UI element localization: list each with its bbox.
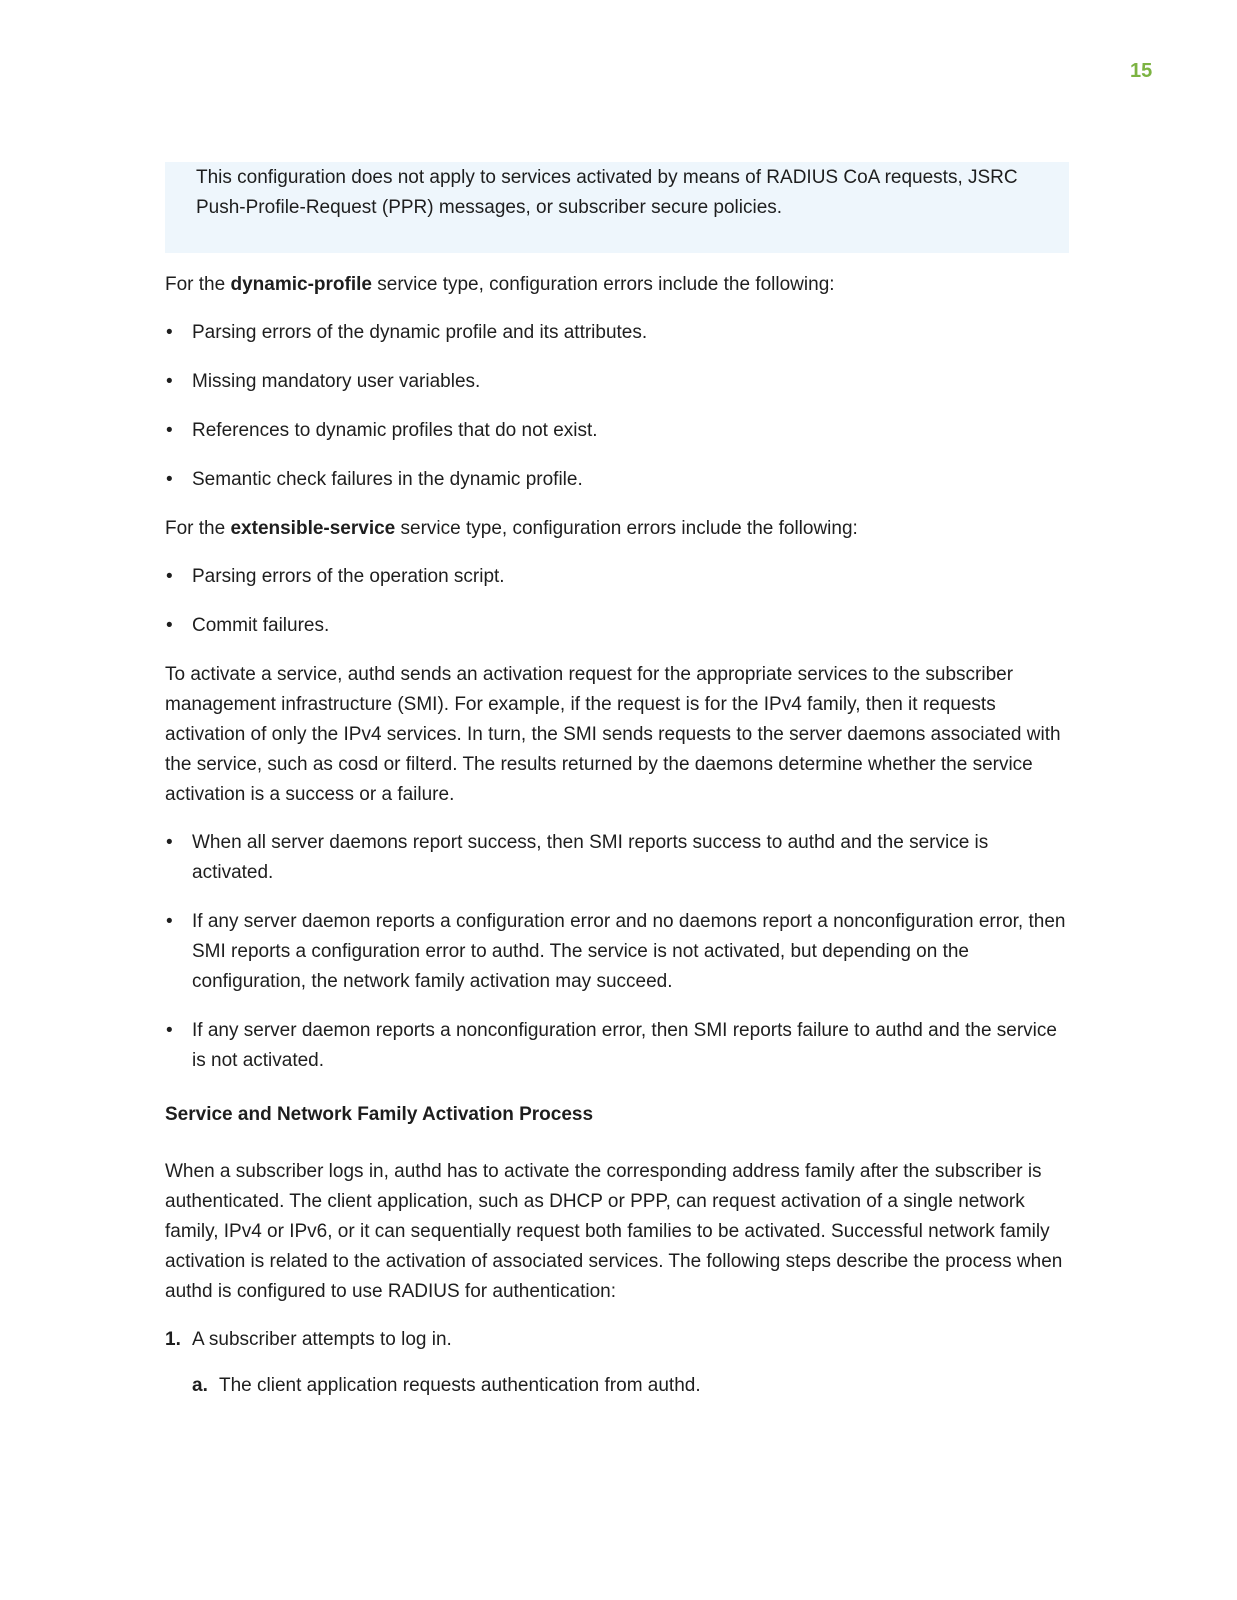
dynamic-profile-intro [165, 270, 1070, 300]
list-item-text: Parsing errors of the dynamic profile and its attributes. [192, 322, 648, 343]
main-content [165, 270, 1070, 1417]
section-paragraph: When a subscriber logs in, authd has to activate the corresponding address family after the subscriber is authenticated. The client application, such as DHCP or PPP, can request activation of a single network family, IPv4 or IPv6, or it can sequentially request both families to be activated. Successful network family activation is related to the activation of associated services. The following steps describe the process when authd is configured to use RADIUS for authentication: [165, 1161, 1063, 1302]
list-item [165, 611, 1070, 641]
activation-paragraph: To activate a service, authd sends an activation request for the appropriate services to the subscriber management infrastructure (SMI). For example, if the request is for the IPv4 family, then it requests activation of only the IPv4 services. In turn, the SMI sends requests to the server daemons associated with the service, such as cosd or filterd. The results returned by the daemons determine whether the service activation is a success or a failure. [165, 664, 1061, 805]
list-item [165, 828, 1070, 888]
list-item [165, 367, 1070, 397]
substep-text: The client application requests authentication from authd. [219, 1375, 701, 1396]
bullet-icon: • [166, 615, 173, 636]
extensible-service-term: extensible-service [230, 518, 396, 539]
list-item [165, 1016, 1070, 1076]
bullet-icon: • [166, 911, 173, 932]
list-item-text: Parsing errors of the operation script. [192, 566, 505, 587]
step-item [165, 1325, 1070, 1401]
substep-letter: a. [192, 1375, 208, 1396]
list-item-text: Commit failures. [192, 615, 330, 636]
list-item [165, 907, 1070, 997]
intro-text: service type, configuration errors include the following: [395, 518, 858, 539]
dynamic-profile-term: dynamic-profile [230, 274, 372, 295]
page-number: 15 [1130, 60, 1153, 82]
intro-text: For the [165, 518, 231, 539]
bullet-icon: • [166, 420, 173, 441]
list-item [165, 465, 1070, 495]
intro-text: service type, configuration errors include the following: [371, 274, 835, 295]
intro-text: For the [165, 274, 231, 295]
bullet-icon: • [166, 322, 173, 343]
substeps-list [192, 1371, 1070, 1401]
bullet-icon: • [166, 371, 173, 392]
list-item [165, 318, 1070, 348]
bullet-icon: • [166, 832, 173, 853]
step-text: A subscriber attempts to log in. [192, 1329, 452, 1350]
step-number: 1. [165, 1329, 181, 1350]
section-heading: Service and Network Family Activation Process [165, 1104, 594, 1125]
note-text: This configuration does not apply to services activated by means of RADIUS CoA requests, JSRC Push-Profile-Request (PPR) messages, or subscriber secure policies. [196, 167, 1018, 218]
substep-item [192, 1371, 1070, 1401]
list-item [165, 416, 1070, 446]
steps-list [165, 1325, 1070, 1401]
extensible-service-error-list [165, 562, 1070, 641]
list-item [165, 562, 1070, 592]
activation-result-list [165, 828, 1070, 1076]
extensible-service-intro [165, 514, 1070, 544]
bullet-icon: • [166, 1020, 173, 1041]
list-item-text: Missing mandatory user variables. [192, 371, 481, 392]
dynamic-profile-error-list [165, 318, 1070, 495]
bullet-icon: • [166, 469, 173, 490]
list-item-text: When all server daemons report success, then SMI reports success to authd and the service is activated. [192, 832, 989, 883]
list-item-text: References to dynamic profiles that do not exist. [192, 420, 598, 441]
list-item-text: Semantic check failures in the dynamic profile. [192, 469, 583, 490]
list-item-text: If any server daemon reports a nonconfiguration error, then SMI reports failure to authd and the service is not activated. [192, 1020, 1057, 1071]
list-item-text: If any server daemon reports a configuration error and no daemons report a nonconfiguration error, then SMI reports a configuration error to authd. The service is not activated, but depending on the configuration, the network family activation may succeed. [192, 911, 1066, 992]
bullet-icon: • [166, 566, 173, 587]
